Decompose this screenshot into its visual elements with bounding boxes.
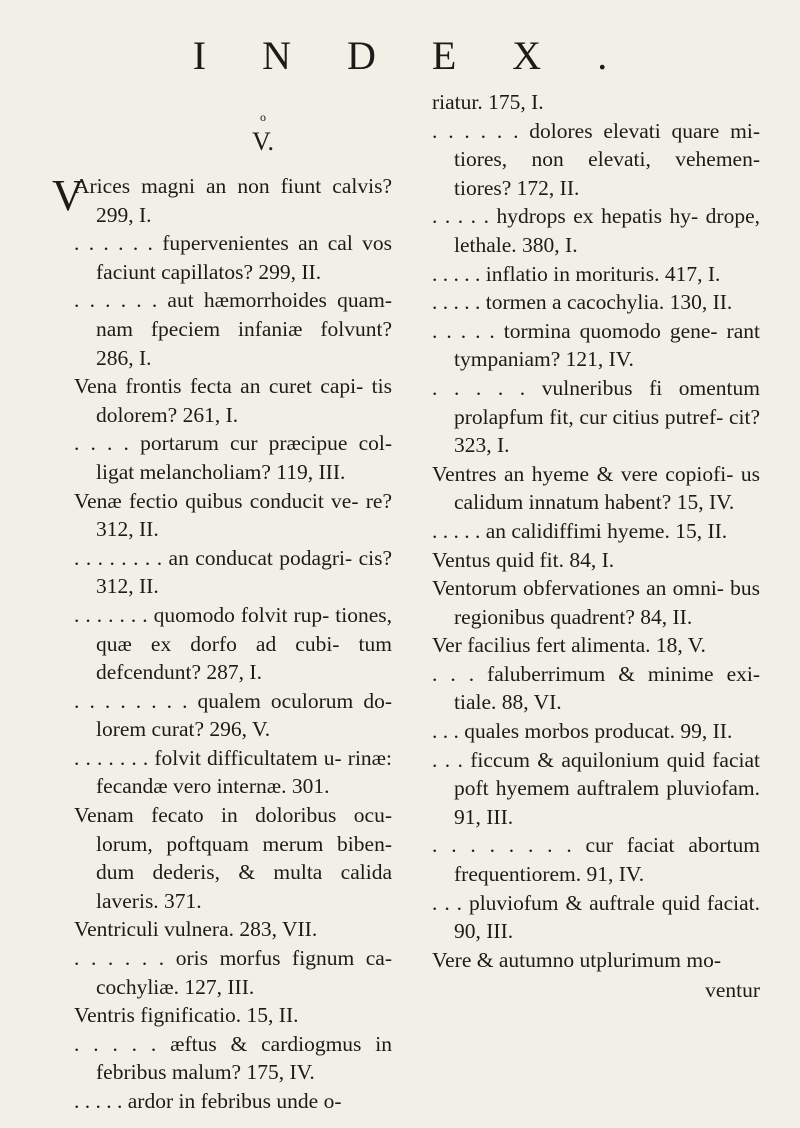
- index-entry: . . . . . . oris morfus fignum ca- cochyliæ. 127, III.: [74, 946, 392, 999]
- index-entry: . . . . . . . folvit difficultatem u- rinæ: fecandæ vero internæ. 301.: [74, 745, 392, 799]
- index-entry: . . . . . . . . cur faciat abortum frequentiorem. 91, IV.: [432, 833, 760, 887]
- drop-cap: V: [52, 171, 84, 220]
- index-entry: . . . pluviofum & auftrale quid faciat. 90, III.: [432, 890, 760, 944]
- page-header: INDEX.: [192, 33, 664, 78]
- index-entry: Ventres an hyeme & vere copiofi- us calidum innatum habent? 15, IV.: [432, 461, 760, 515]
- catchword: ventur: [705, 978, 760, 1003]
- index-entry: . . . . . tormina quomodo gene- rant tympaniam? 121, IV.: [432, 318, 760, 372]
- section-letter: V.: [252, 127, 274, 156]
- index-entry: Ventriculi vulnera. 283, VII.: [74, 917, 318, 942]
- index-entry: Venam fecato in doloribus ocu- lorum, poftquam merum biben- dum dederis, & multa calida laveris. 371.: [74, 803, 392, 913]
- index-entry: Ventris fignificatio. 15, II.: [74, 1003, 299, 1028]
- right-column: [432, 88, 760, 1004]
- index-entry: . . . . portarum cur præcipue col- ligat melancholiam? 119, III.: [74, 431, 392, 484]
- index-entry: . . . . . . dolores elevati quare mi- tiores, non elevati, vehemen- tiores? 172, II.: [432, 118, 760, 200]
- index-entry: riatur. 175, I.: [432, 90, 544, 114]
- index-entry: Ventus quid fit. 84, I.: [432, 547, 615, 572]
- index-entry: . . . . . ardor in febribus unde o-: [74, 1089, 342, 1113]
- index-entry: . . . . . . fupervenientes an cal vos faciunt capillatos? 299, II.: [74, 231, 392, 284]
- index-entry: . . . . . . . . qualem oculorum do- lorem curat? 296, V.: [74, 688, 392, 742]
- index-entry: Ventorum obfervationes an omni- bus regionibus quadrent? 84, II.: [432, 576, 760, 629]
- index-entry: . . . . . tormen a cacochylia. 130, II.: [432, 290, 733, 315]
- index-entry: . . . . . . . quomodo folvit rup- tiones, quæ ex dorfo ad cubi- tum defcendunt? 287, I.: [74, 602, 392, 685]
- index-entry: . . . faluberrimum & minime exi- tiale. 88, VI.: [432, 661, 760, 715]
- section-ornament: o: [260, 110, 266, 124]
- index-entry: . . . ficcum & aquilonium quid faciat poft hyemem auftralem pluviofam. 91, III.: [432, 747, 760, 829]
- index-entry: Venæ fectio quibus conducit ve- re? 312, II.: [74, 488, 392, 542]
- index-entry: Vena frontis fecta an curet capi- tis dolorem? 261, I.: [74, 374, 392, 427]
- entry-text: Arices magni an non fiunt calvis? 299, I.: [74, 174, 392, 227]
- index-entry: . . . . . an calidiffimi hyeme. 15, II.: [432, 518, 728, 543]
- index-entry: . . . quales morbos producat. 99, II.: [432, 719, 733, 744]
- index-entry: . . . . . æftus & cardiogmus in febribus malum? 175, IV.: [74, 1031, 392, 1085]
- left-column: [52, 110, 392, 1116]
- index-entry: Ver facilius fert alimenta. 18, V.: [432, 633, 706, 658]
- index-entry: . . . . . inflatio in morituris. 417, I.: [432, 261, 721, 286]
- index-entry: [52, 171, 392, 229]
- index-entry: . . . . . vulneribus fi omentum prolapfum fit, cur citius putref- cit? 323, I.: [432, 375, 760, 458]
- index-entry: . . . . . . . . an conducat podagri- cis? 312, II.: [74, 545, 392, 599]
- index-entry: . . . . . . aut hæmorrhoides quam- nam fpeciem infaniæ folvunt? 286, I.: [74, 288, 392, 370]
- index-entry: Vere & autumno utplurimum mo-: [432, 947, 722, 972]
- index-entry: . . . . . hydrops ex hepatis hy- drope, lethale. 380, I.: [432, 204, 760, 257]
